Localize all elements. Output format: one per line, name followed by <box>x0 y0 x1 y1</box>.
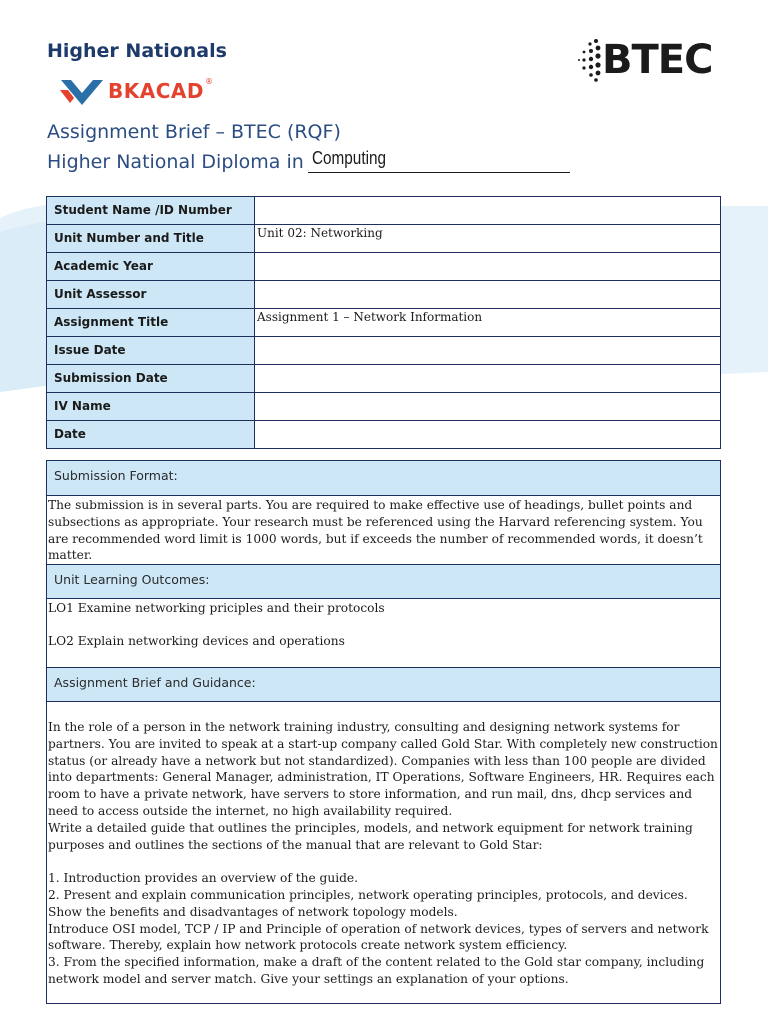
learning-outcomes-list <box>48 600 718 650</box>
assignment-info-table <box>46 196 721 449</box>
info-row-value[interactable]: Assignment 1 – Network Information <box>255 309 721 337</box>
diploma-title-text: Higher National Diploma in <box>47 151 304 173</box>
info-row-label: IV Name <box>47 393 255 421</box>
diploma-subject-value: Computing <box>311 148 386 168</box>
info-row-label: Issue Date <box>47 337 255 365</box>
guidance-item-1: 1. Introduction provides an overview of the guide. <box>48 871 358 886</box>
info-table-row <box>47 253 721 281</box>
guidance-para-1: In the role of a person in the network training industry, consulting and designing network systems for partners. You are invited to speak at a start-up company called Gold Star. With completely new construction status (or already have a network but not standardized). Companies with less than 100 people are divided into departments: General Manager, administration, IT Operations, Software Engineers, HR. Requires each room to have a private network, have servers to store information, and run mail, dns, dhcp services and need to access outside the internet, no high availability required. <box>48 720 718 818</box>
info-row-label: Student Name /ID Number <box>47 197 255 225</box>
info-row-value[interactable] <box>255 281 721 309</box>
info-row-label: Date <box>47 421 255 449</box>
guidance-item-2b: Introduce OSI model, TCP / IP and Principle of operation of network devices, types of servers and network software. Thereby, explain how network protocols create network system efficiency. <box>48 921 709 953</box>
info-table-row <box>47 337 721 365</box>
info-table-row <box>47 281 721 309</box>
info-row-label: Unit Number and Title <box>47 225 255 253</box>
lo1-text: LO1 Examine networking priciples and their protocols <box>48 601 385 615</box>
info-row-value[interactable] <box>255 393 721 421</box>
registered-mark: ® <box>204 76 213 86</box>
diploma-subject-field[interactable] <box>308 148 570 173</box>
guidance-item-2: 2. Present and explain communication principles, network operating principles, protocols, and devices. Show the benefits and disadvantages of network topology models. <box>48 887 688 919</box>
submission-format-text: The submission is in several parts. You are required to make effective use of headings, bullet points and subsections as appropriate. Your research must be referenced using the Harvard referencing system. You are recommended word limit is 1000 words, but if exceeds the number of recommended words, it doesn’t matter. <box>48 498 703 563</box>
btec-logo <box>576 38 712 82</box>
info-row-value[interactable] <box>255 421 721 449</box>
assignment-brief-title: Assignment Brief – BTEC (RQF) <box>47 121 341 143</box>
info-row-label: Submission Date <box>47 365 255 393</box>
assignment-brief-box <box>46 460 721 1004</box>
info-table-row <box>47 365 721 393</box>
btec-logo-text: BTEC <box>602 37 713 83</box>
guidance-text <box>48 719 718 988</box>
guidance-item-3: 3. From the specified information, make a draft of the content related to the Gold star company, including network model and server match. Give your settings an explanation of your options. <box>48 955 705 986</box>
info-row-value[interactable] <box>255 337 721 365</box>
info-row-value[interactable]: Unit 02: Networking <box>255 225 721 253</box>
learning-outcomes-heading: Unit Learning Outcomes: <box>47 564 720 599</box>
info-row-value[interactable] <box>255 253 721 281</box>
info-row-label: Academic Year <box>47 253 255 281</box>
info-row-value[interactable] <box>255 197 721 225</box>
higher-nationals-heading: Higher Nationals <box>47 40 227 62</box>
info-table-row <box>47 421 721 449</box>
info-row-value[interactable] <box>255 365 721 393</box>
lo2-text: LO2 Explain networking devices and operations <box>48 633 345 648</box>
bkacad-logo-text: BKACAD <box>108 79 204 103</box>
diploma-title <box>47 148 570 173</box>
info-table-row <box>47 197 721 225</box>
info-row-label: Assignment Title <box>47 309 255 337</box>
info-row-label: Unit Assessor <box>47 281 255 309</box>
guidance-para-2: Write a detailed guide that outlines the principles, models, and network equipment for network training purposes and outlines the sections of the manual that are relevant to Gold Star: <box>48 820 693 852</box>
info-table-row <box>47 393 721 421</box>
submission-format-heading: Submission Format: <box>47 461 720 496</box>
info-table-row <box>47 225 721 253</box>
bkacad-logo <box>60 76 213 106</box>
btec-dots-icon <box>576 38 602 82</box>
bkacad-emblem-icon <box>60 76 104 106</box>
guidance-heading: Assignment Brief and Guidance: <box>47 667 720 702</box>
info-table-row <box>47 309 721 337</box>
